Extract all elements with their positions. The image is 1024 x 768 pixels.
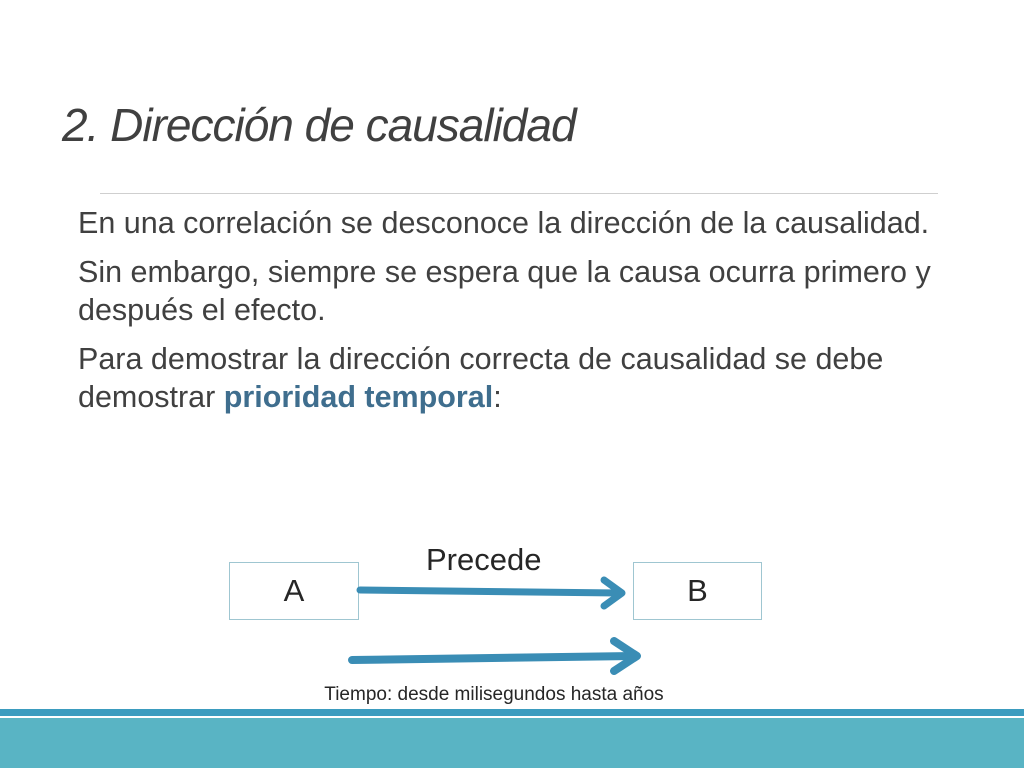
footer-band — [0, 718, 1024, 768]
paragraph-1: En una correlación se desconoce la dirección de la causalidad. — [78, 206, 930, 240]
highlight-term: prioridad temporal — [223, 380, 494, 414]
slide-title: 2. Dirección de causalidad — [62, 99, 576, 151]
footer-accent-line — [0, 709, 1024, 716]
box-b: B — [633, 562, 762, 620]
relation-label: Precede — [426, 542, 542, 577]
paragraph-2: Sin embargo, siempre se espera que la causa ocurra primero y después el efecto. — [78, 255, 931, 327]
box-a: A — [229, 562, 359, 620]
timeline-caption: Tiempo: desde milisegundos hasta años — [324, 684, 664, 705]
timeline-arrow-icon — [352, 641, 637, 671]
paragraph-3-text: Para demostrar la dirección correcta de causalidad se debe demostrar — [78, 342, 884, 414]
precede-arrow-icon — [360, 580, 622, 606]
paragraph-3-tail: : — [493, 380, 502, 414]
